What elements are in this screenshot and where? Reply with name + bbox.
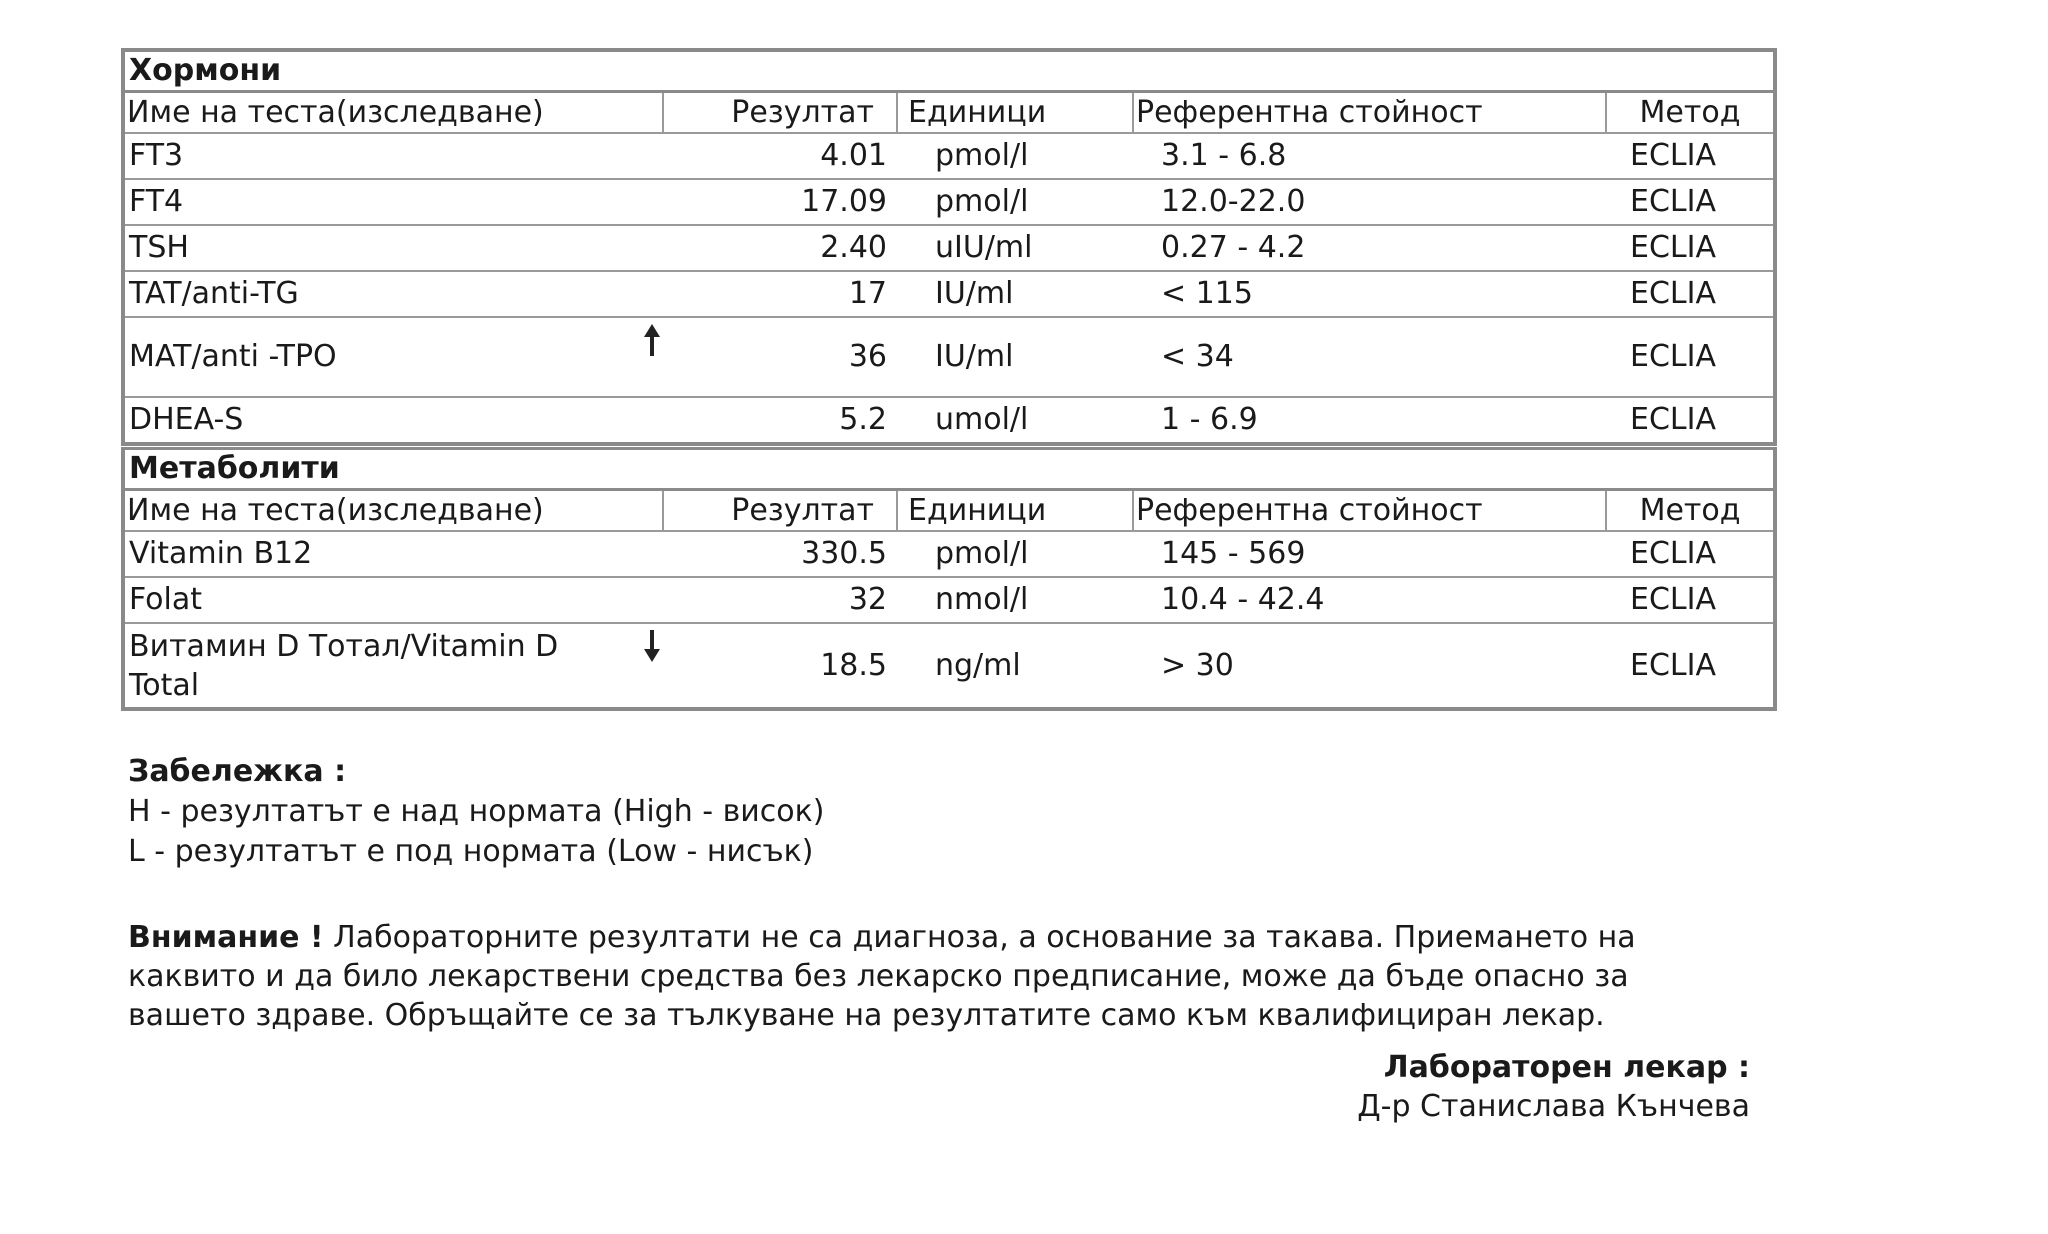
table-header-row bbox=[123, 92, 1775, 134]
test-reference: < 115 bbox=[1133, 271, 1606, 317]
test-reference: > 30 bbox=[1133, 623, 1606, 709]
test-method: ECLIA bbox=[1606, 577, 1775, 623]
test-name-cell bbox=[123, 623, 663, 709]
test-units: IU/ml bbox=[897, 271, 1133, 317]
test-units: IU/ml bbox=[897, 317, 1133, 397]
header-method: Метод bbox=[1606, 490, 1775, 532]
hormones-table bbox=[121, 48, 1777, 446]
test-result: 2.40 bbox=[663, 225, 897, 271]
note-line-high: H - резултатът е над нормата (High - висок) bbox=[128, 794, 825, 829]
down-arrow-icon bbox=[643, 630, 661, 662]
note-line-low: L - резултатът е под нормата (Low - нисък) bbox=[128, 834, 814, 869]
test-name: Vitamin B12 bbox=[123, 531, 663, 577]
warning-text: Лабораторните резултати не са диагноза, а основание за такава. Приемането на каквито и да било лекарствени средства без лекарско предписание, може да бъде опасно за вашето здраве. Обръщайте се за тълкуване на резултатите само към квалифициран лекар. bbox=[128, 920, 1636, 1033]
header-result: Резултат bbox=[663, 92, 897, 134]
table-header-row bbox=[123, 490, 1775, 532]
test-units: pmol/l bbox=[897, 179, 1133, 225]
test-result: 330.5 bbox=[663, 531, 897, 577]
signature-title: Лабораторен лекар : bbox=[1383, 1050, 1750, 1085]
metabolites-table bbox=[121, 447, 1777, 711]
table-row bbox=[123, 577, 1775, 623]
test-name: TSH bbox=[123, 225, 663, 271]
test-method: ECLIA bbox=[1606, 317, 1775, 397]
header-reference: Референтна стойност bbox=[1133, 92, 1606, 134]
warning-label: Внимание ! bbox=[128, 920, 324, 955]
test-reference: < 34 bbox=[1133, 317, 1606, 397]
test-name: FT3 bbox=[123, 133, 663, 179]
table-row bbox=[123, 271, 1775, 317]
test-name: Витамин D Тотал/Vitamin D Total bbox=[129, 628, 559, 703]
header-method: Метод bbox=[1606, 92, 1775, 134]
header-result: Резултат bbox=[663, 490, 897, 532]
test-reference: 0.27 - 4.2 bbox=[1133, 225, 1606, 271]
test-result: 17 bbox=[663, 271, 897, 317]
header-units: Единици bbox=[897, 92, 1133, 134]
up-arrow-icon bbox=[643, 324, 661, 356]
test-result: 32 bbox=[663, 577, 897, 623]
table-row bbox=[123, 531, 1775, 577]
test-units: umol/l bbox=[897, 397, 1133, 444]
signature-name: Д-р Станислава Кънчева bbox=[1357, 1089, 1750, 1124]
table-row bbox=[123, 179, 1775, 225]
table-row bbox=[123, 133, 1775, 179]
warning-block bbox=[128, 918, 1728, 1035]
test-result: 4.01 bbox=[663, 133, 897, 179]
test-result: 18.5 bbox=[663, 623, 897, 709]
test-name-cell bbox=[123, 317, 663, 397]
test-reference: 145 - 569 bbox=[1133, 531, 1606, 577]
section-title-row bbox=[123, 50, 1775, 92]
section-title: Метаболити bbox=[123, 449, 1775, 490]
signature-block bbox=[1357, 1048, 1750, 1126]
test-name: DHEA-S bbox=[123, 397, 663, 444]
test-units: nmol/l bbox=[897, 577, 1133, 623]
section-title-row bbox=[123, 449, 1775, 490]
header-test-name: Име на теста(изследване) bbox=[123, 92, 663, 134]
test-units: ng/ml bbox=[897, 623, 1133, 709]
test-reference: 10.4 - 42.4 bbox=[1133, 577, 1606, 623]
test-method: ECLIA bbox=[1606, 271, 1775, 317]
table-row bbox=[123, 317, 1775, 397]
test-result: 36 bbox=[663, 317, 897, 397]
header-reference: Референтна стойност bbox=[1133, 490, 1606, 532]
note-title: Забележка : bbox=[128, 754, 347, 789]
test-reference: 12.0-22.0 bbox=[1133, 179, 1606, 225]
test-name: Folat bbox=[123, 577, 663, 623]
test-reference: 1 - 6.9 bbox=[1133, 397, 1606, 444]
test-result: 5.2 bbox=[663, 397, 897, 444]
test-method: ECLIA bbox=[1606, 623, 1775, 709]
test-name: TAT/anti-TG bbox=[123, 271, 663, 317]
test-result: 17.09 bbox=[663, 179, 897, 225]
section-title: Хормони bbox=[123, 50, 1775, 92]
note-block bbox=[128, 752, 824, 872]
table-row bbox=[123, 397, 1775, 444]
header-test-name: Име на теста(изследване) bbox=[123, 490, 663, 532]
test-reference: 3.1 - 6.8 bbox=[1133, 133, 1606, 179]
test-units: uIU/ml bbox=[897, 225, 1133, 271]
test-units: pmol/l bbox=[897, 133, 1133, 179]
test-method: ECLIA bbox=[1606, 179, 1775, 225]
test-method: ECLIA bbox=[1606, 531, 1775, 577]
test-method: ECLIA bbox=[1606, 225, 1775, 271]
table-row bbox=[123, 623, 1775, 709]
test-name: FT4 bbox=[123, 179, 663, 225]
test-method: ECLIA bbox=[1606, 133, 1775, 179]
table-row bbox=[123, 225, 1775, 271]
test-name: MAT/anti -TPO bbox=[129, 339, 337, 375]
test-method: ECLIA bbox=[1606, 397, 1775, 444]
test-units: pmol/l bbox=[897, 531, 1133, 577]
header-units: Единици bbox=[897, 490, 1133, 532]
